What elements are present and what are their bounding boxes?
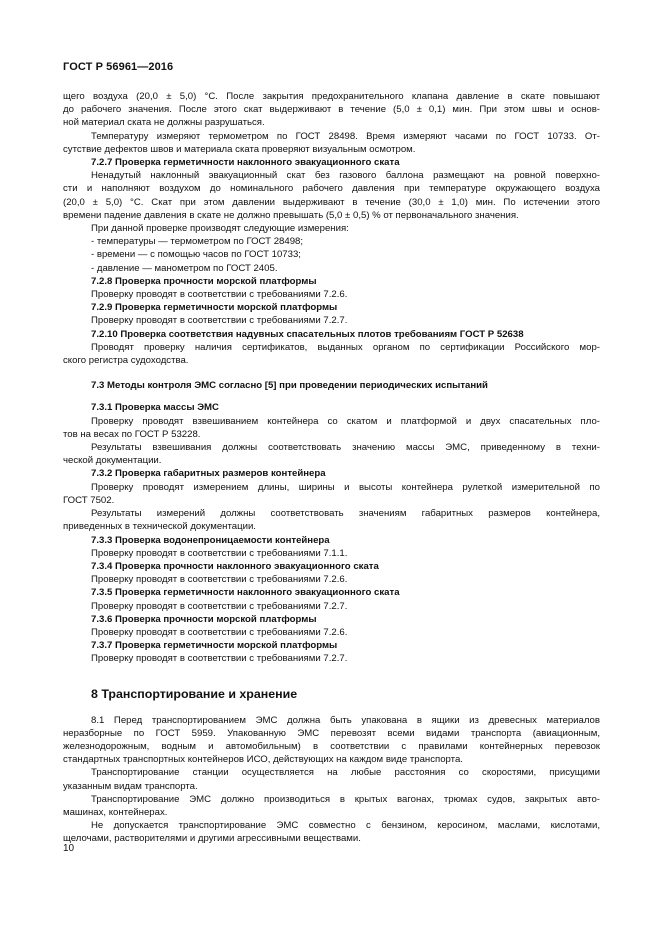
paragraph-line: сти и наполняют воздухом до номинального рабочего давления при температуре окружающего воздуха <box>63 183 600 195</box>
paragraph-line: ГОСТ 7502. <box>63 494 115 506</box>
paragraph-line: Транспортирование ЭМС должно производиться в крытых вагонах, трюмах судов, закрытых авто- <box>91 793 600 805</box>
paragraph-line: Ненадутый наклонный эвакуационный скат без газового баллона размещают на ровной поверхно- <box>91 170 600 182</box>
paragraph <box>63 481 600 507</box>
subsection-heading: 7.3.2 Проверка габаритных размеров контейнера <box>91 468 326 480</box>
paragraph-line: до рабочего значения. После этого скат выдерживают в течение (5,0 ± 0,1) мин. При этом швы и основ- <box>63 104 600 116</box>
text-line: Проверку проводят в соответствии с требованиями 7.1.1. <box>91 547 348 559</box>
paragraph-line: ной материал ската не должны разрушаться. <box>63 117 265 129</box>
paragraph <box>63 169 600 222</box>
paragraph-line: Результаты измерений должны соответствовать значениям габаритных размеров контейнера, <box>91 508 600 520</box>
paragraph <box>63 441 600 467</box>
paragraph <box>63 130 600 156</box>
subsection-heading: 7.2.10 Проверка соответствия надувных спасательных плотов требованиям ГОСТ Р 52638 <box>91 328 524 340</box>
text-line: Проверку проводят в соответствии с требованиями 7.2.7. <box>91 600 348 612</box>
text-line: - давление — манометром по ГОСТ 2405. <box>91 262 278 274</box>
chapter-heading: 8 Транспортирование и хранение <box>91 686 298 701</box>
paragraph <box>63 714 600 767</box>
subsection-heading: 7.2.8 Проверка прочности морской платформы <box>91 275 317 287</box>
paragraph <box>63 507 600 533</box>
paragraph-line: Температуру измеряют термометром по ГОСТ 28498. Время измеряют часами по ГОСТ 10733. От- <box>91 130 600 142</box>
paragraph-line: Проверку проводят взвешиванием контейнера со скатом и платформой и двух спасательных пло- <box>91 415 600 427</box>
text-line: - времени — с помощью часов по ГОСТ 10733; <box>91 249 301 261</box>
paragraph-line: щелочами, растворителями и другими агрессивными веществами. <box>63 833 361 845</box>
page-number: 10 <box>63 843 75 854</box>
paragraph-line: 8.1 Перед транспортированием ЭМС должна быть упакована в ящики из древесных материалов <box>91 714 600 726</box>
section-heading: 7.3 Методы контроля ЭМС согласно [5] при проведении периодических испытаний <box>91 380 488 392</box>
paragraph <box>63 819 600 845</box>
document-body <box>63 90 600 846</box>
paragraph <box>63 793 600 819</box>
paragraph-line: неразборные по ГОСТ 5959. Упакованную ЭМС перевозят всеми видами транспорта (авиационным, <box>63 727 600 739</box>
paragraph-line: сутствие дефектов швов и материала ската проверяют визуальным осмотром. <box>63 143 416 155</box>
paragraph-line: железнодорожным, водным и автомобильным) в соответствии с правилами контейнерных перевозок <box>63 740 600 752</box>
subsection-heading: 7.2.9 Проверка герметичности морской платформы <box>91 302 338 314</box>
paragraph-line: Проводят проверку наличия сертификатов, выданных органом по сертификации Российского мор- <box>91 341 600 353</box>
paragraph-line: указанным видам транспорта. <box>63 780 198 792</box>
paragraph-line: стандартных транспортных контейнеров ИСО, действующих на каждом виде транспорта. <box>63 754 463 766</box>
subsection-heading: 7.3.1 Проверка массы ЭМС <box>91 402 219 414</box>
subsection-heading: 7.3.5 Проверка герметичности наклонного эвакуационного ската <box>91 587 400 599</box>
paragraph-line: Транспортирование станции осуществляется на любые расстояния со скоростями, присущими <box>91 767 600 779</box>
paragraph <box>63 766 600 792</box>
paragraph <box>63 341 600 367</box>
paragraph-line: щего воздуха (20,0 ± 5,0) °С. После закрытия предохранительного клапана давление в скате повышают <box>63 91 600 102</box>
subsection-heading: 7.3.3 Проверка водонепроницаемости контейнера <box>91 534 330 546</box>
text-line: При данной проверке производят следующие измерения: <box>91 223 349 235</box>
subsection-heading: 7.3.6 Проверка прочности морской платформы <box>91 613 317 625</box>
subsection-heading: 7.3.4 Проверка прочности наклонного эвакуационного ската <box>91 560 379 572</box>
paragraph-line: времени падение давления в скате не должно превышать (5,0 ± 0,5) % от первоначального значения. <box>63 209 519 221</box>
paragraph-line: приведенных в технической документации. <box>63 521 256 533</box>
text-line: - температуры — термометром по ГОСТ 28498; <box>91 236 304 248</box>
paragraph-line: Проверку проводят измерением длины, ширины и высоты контейнера рулеткой измерительной по <box>91 481 600 493</box>
paragraph-line: Не допускается транспортирование ЭМС совместно с бензином, керосином, маслами, кислотами, <box>91 820 600 832</box>
document-header: ГОСТ Р 56961—2016 <box>63 61 174 73</box>
paragraph-line: (20,0 ± 5,0) °С. Скат при этом давлении выдерживают в течение (30,0 ± 1,0) мин. По истечении этого <box>63 196 600 208</box>
paragraph-line: ского регистра судоходства. <box>63 355 189 367</box>
paragraph <box>63 90 600 130</box>
paragraph-line: тов на весах по ГОСТ Р 53228. <box>63 428 201 440</box>
subsection-heading: 7.2.7 Проверка герметичности наклонного эвакуационного ската <box>91 157 400 169</box>
paragraph-line: ческой документации. <box>63 455 162 467</box>
spacer <box>63 367 600 379</box>
text-line: Проверку проводят в соответствии с требованиями 7.2.6. <box>91 626 348 638</box>
paragraph <box>63 415 600 441</box>
paragraph-line: Результаты взвешивания должны соответствовать значению массы ЭМС, приведенному в техни- <box>91 442 600 454</box>
text-line: Проверку проводят в соответствии с требованиями 7.2.6. <box>91 574 348 586</box>
text-line: Проверку проводят в соответствии с требованиями 7.2.7. <box>91 653 348 665</box>
spacer <box>63 392 600 401</box>
subsection-heading: 7.3.7 Проверка герметичности морской платформы <box>91 640 338 652</box>
spacer <box>63 702 600 714</box>
paragraph-line: машинах, контейнерах. <box>63 806 168 818</box>
text-line: Проверку проводят в соответствии с требованиями 7.2.6. <box>91 289 348 301</box>
spacer <box>63 666 600 686</box>
text-line: Проверку проводят в соответствии с требованиями 7.2.7. <box>91 315 348 327</box>
